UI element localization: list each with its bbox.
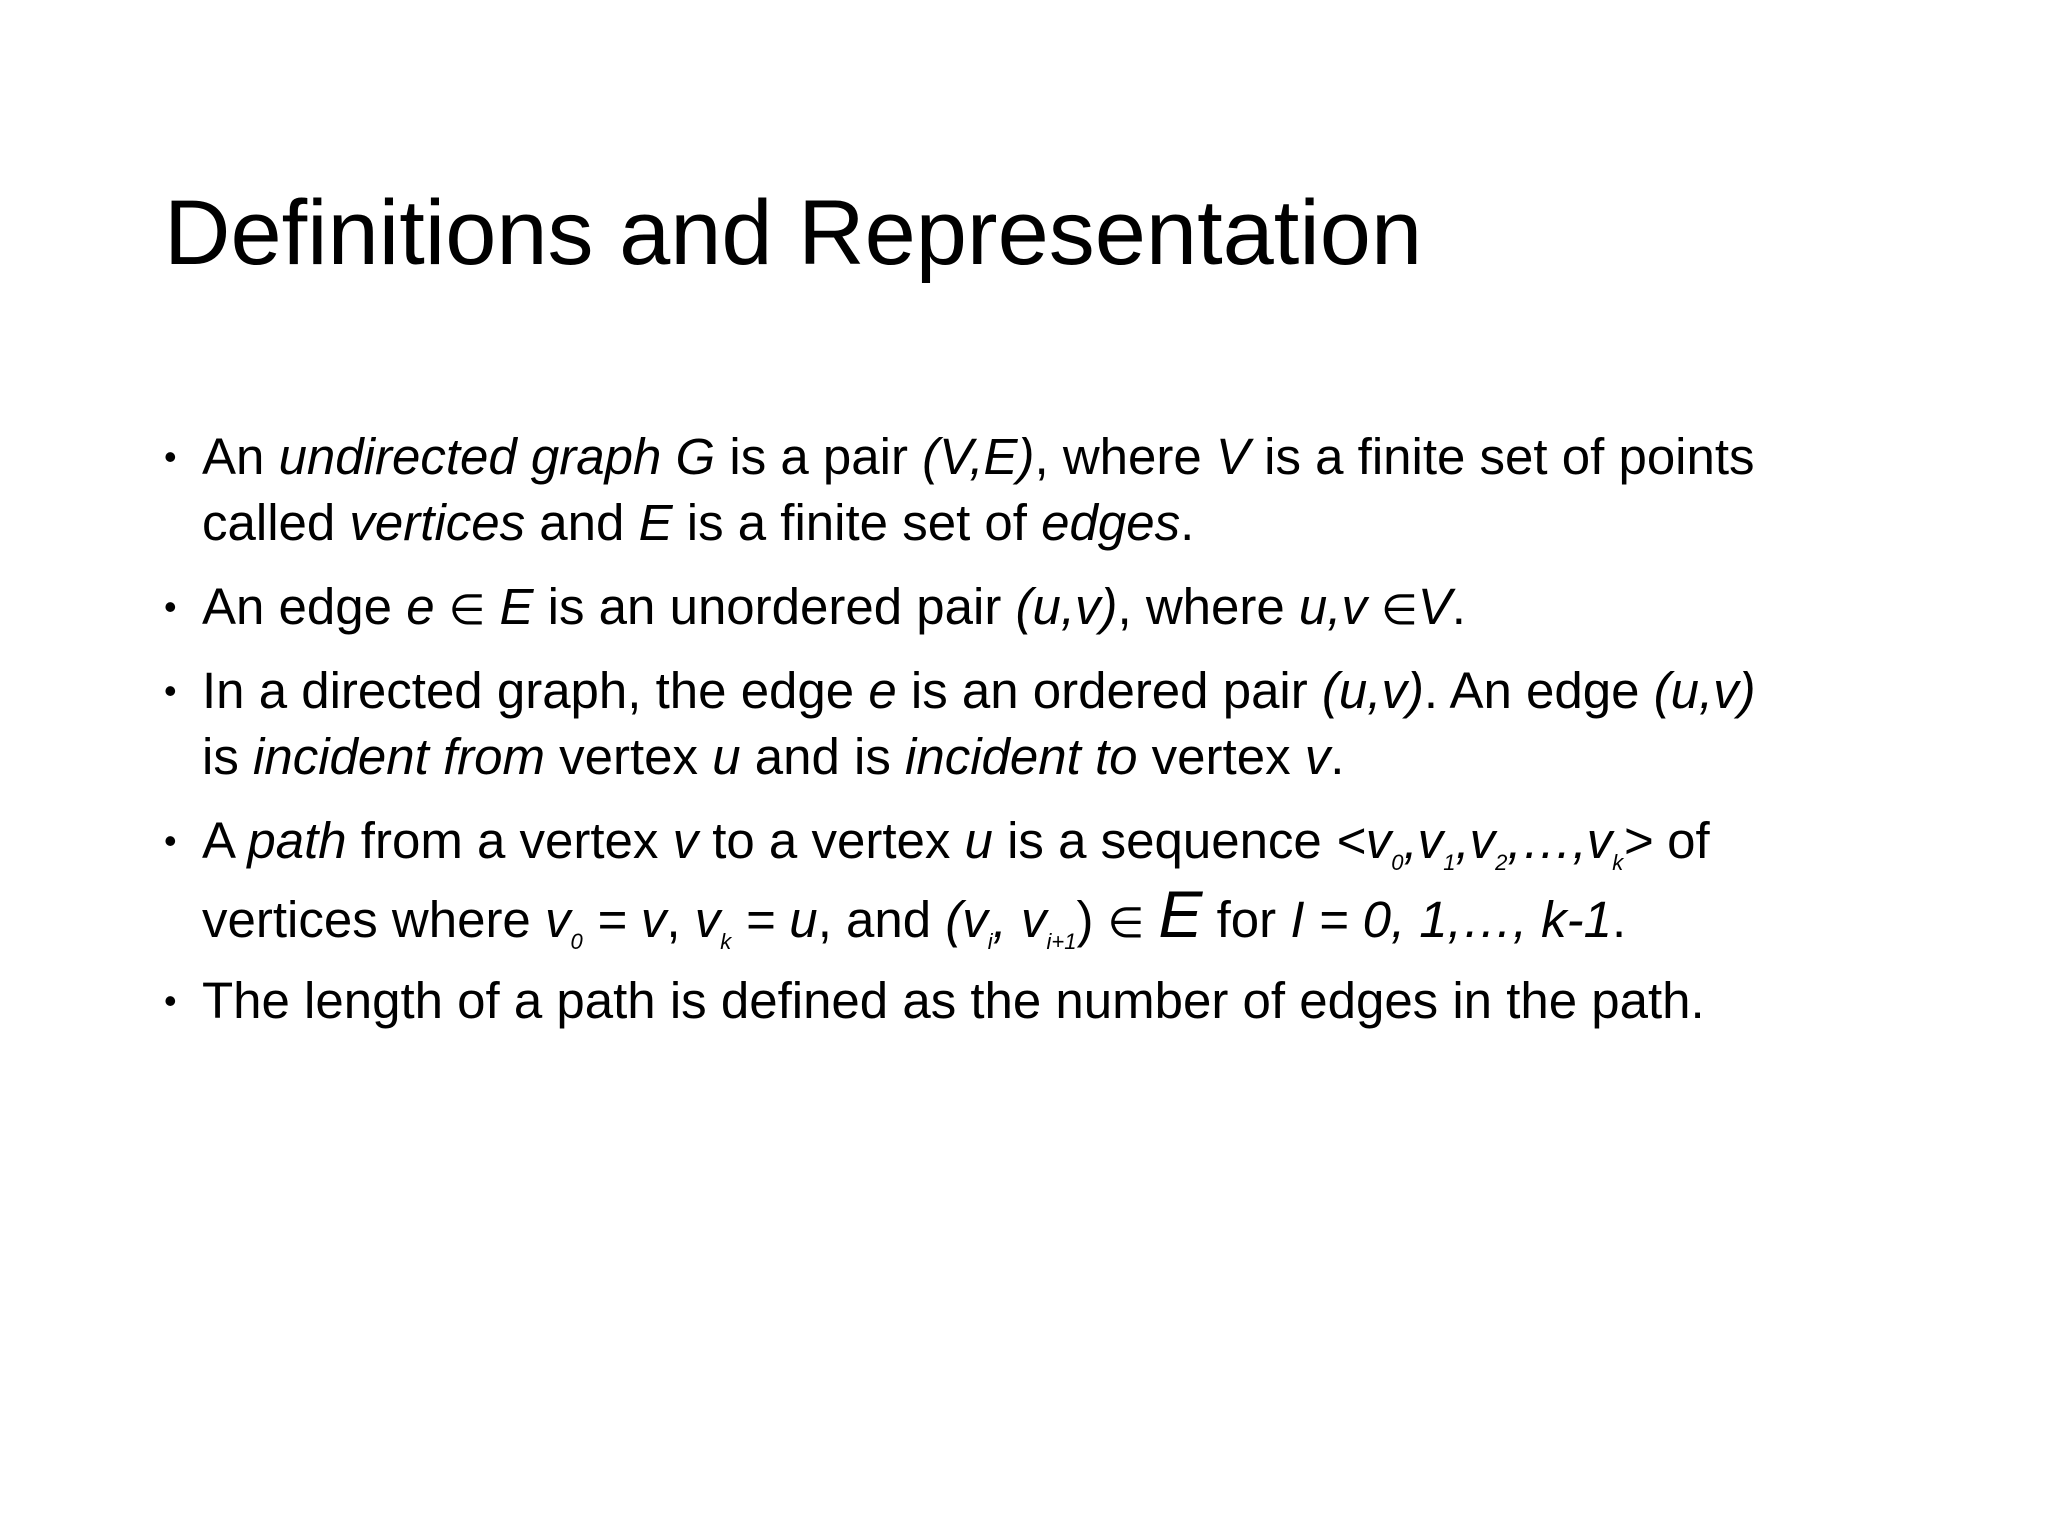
text-run: u bbox=[712, 728, 741, 785]
text-run: = u bbox=[731, 891, 818, 948]
text-run: ,v bbox=[1455, 812, 1496, 869]
text-run: ,…,v bbox=[1507, 812, 1613, 869]
text-run: is bbox=[202, 728, 253, 785]
text-run: In a directed graph, the edge bbox=[202, 662, 869, 719]
subscript: i bbox=[987, 929, 993, 954]
text-run: is a pair bbox=[715, 428, 923, 485]
text-run: . bbox=[1330, 728, 1345, 785]
text-run: vertices where bbox=[202, 891, 545, 948]
element-of-symbol: ∈ bbox=[1107, 898, 1145, 947]
bullet-item bbox=[164, 968, 1944, 1034]
bullet-line bbox=[202, 808, 1944, 874]
text-run: A bbox=[202, 812, 248, 869]
text-run: (u,v) bbox=[1653, 662, 1756, 719]
text-run: , bbox=[666, 891, 695, 948]
text-run: E bbox=[1158, 877, 1203, 951]
bullet-marker: • bbox=[164, 436, 177, 477]
text-run: ) bbox=[1076, 891, 1108, 948]
bullet-marker: • bbox=[164, 820, 177, 861]
text-run: . bbox=[1612, 891, 1627, 948]
text-run: for bbox=[1202, 891, 1291, 948]
text-run: I = 0, 1,…, k-1 bbox=[1290, 891, 1613, 948]
subscript: k bbox=[720, 929, 732, 954]
text-run: from a vertex bbox=[346, 812, 673, 869]
text-run: u,v bbox=[1298, 578, 1382, 635]
text-run: v bbox=[544, 891, 571, 948]
text-run: An edge bbox=[202, 578, 407, 635]
bullet-line bbox=[202, 658, 1944, 724]
text-run: undirected graph G bbox=[278, 428, 716, 485]
text-run: edges bbox=[1041, 494, 1181, 551]
text-run: , and bbox=[817, 891, 946, 948]
subscript: i+1 bbox=[1046, 929, 1077, 954]
text-run: and is bbox=[740, 728, 906, 785]
element-of-symbol: ∈ bbox=[448, 585, 486, 634]
bullet-line bbox=[202, 490, 1944, 556]
bullet-marker: • bbox=[164, 980, 177, 1021]
text-run: . bbox=[1180, 494, 1195, 551]
text-run: <v bbox=[1335, 812, 1392, 869]
text-run: = v bbox=[582, 891, 667, 948]
text-run: V bbox=[1417, 578, 1452, 635]
subscript: 0 bbox=[570, 929, 583, 954]
text-run: v bbox=[1304, 728, 1331, 785]
bullet-line bbox=[202, 424, 1944, 490]
subscript: 1 bbox=[1443, 850, 1456, 875]
bullet-line bbox=[202, 874, 1944, 954]
text-run: e bbox=[868, 662, 897, 719]
text-run: vertex bbox=[1137, 728, 1305, 785]
text-run: called bbox=[202, 494, 350, 551]
text-run: The length of a path is defined as the number of edges in the path. bbox=[202, 972, 1705, 1029]
text-run: is a finite set of points bbox=[1249, 428, 1755, 485]
subscript: k bbox=[1612, 850, 1624, 875]
text-run: , where bbox=[1117, 578, 1299, 635]
text-run: V bbox=[1215, 428, 1250, 485]
text-run: . An edge bbox=[1423, 662, 1654, 719]
text-run: . bbox=[1451, 578, 1466, 635]
bullet-item bbox=[164, 808, 1944, 954]
text-run: v bbox=[694, 891, 721, 948]
text-run: ,v bbox=[1403, 812, 1444, 869]
subscript: 0 bbox=[1391, 850, 1404, 875]
text-run: (v bbox=[945, 891, 988, 948]
text-run: incident to bbox=[905, 728, 1138, 785]
bullet-item bbox=[164, 658, 1944, 790]
bullet-marker: • bbox=[164, 586, 177, 627]
text-run: , where bbox=[1034, 428, 1216, 485]
subscript: 2 bbox=[1495, 850, 1508, 875]
text-run: vertices bbox=[349, 494, 526, 551]
text-run: An bbox=[202, 428, 279, 485]
bullet-marker: • bbox=[164, 670, 177, 711]
text-run: E bbox=[485, 578, 534, 635]
text-run bbox=[1144, 891, 1158, 948]
text-run: and bbox=[525, 494, 639, 551]
text-run: E bbox=[638, 494, 673, 551]
text-run: is an unordered pair bbox=[533, 578, 1016, 635]
text-run: u bbox=[964, 812, 993, 869]
bullet-line bbox=[202, 574, 1944, 640]
text-run: is a sequence bbox=[992, 812, 1336, 869]
element-of-symbol: ∈ bbox=[1381, 585, 1418, 634]
text-run: is a finite set of bbox=[672, 494, 1042, 551]
text-run: vertex bbox=[544, 728, 713, 785]
text-run: (u,v) bbox=[1321, 662, 1424, 719]
slide-title: Definitions and Representation bbox=[164, 182, 1423, 284]
text-run: > bbox=[1623, 812, 1653, 869]
text-run: path bbox=[247, 812, 347, 869]
bullet-item bbox=[164, 424, 1944, 556]
text-run: (V,E) bbox=[922, 428, 1035, 485]
bullet-line bbox=[202, 968, 1944, 1034]
text-run: of bbox=[1653, 812, 1710, 869]
text-run: , v bbox=[992, 891, 1047, 948]
bullet-item bbox=[164, 574, 1944, 640]
bullet-list bbox=[164, 424, 1944, 1034]
text-run: e bbox=[406, 578, 449, 635]
text-run: v bbox=[672, 812, 699, 869]
text-run: to a vertex bbox=[698, 812, 965, 869]
text-run: is an ordered pair bbox=[896, 662, 1322, 719]
text-run: incident from bbox=[253, 728, 545, 785]
bullet-line bbox=[202, 724, 1944, 790]
text-run: (u,v) bbox=[1015, 578, 1118, 635]
